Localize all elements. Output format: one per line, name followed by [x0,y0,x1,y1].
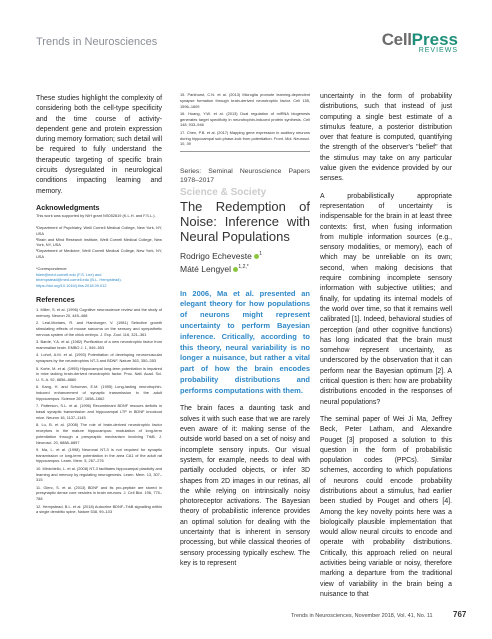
reference-item: 10. Minichiello, L. et al. (2008) NT-3 facilitates hippocampal plasticity and learning and memory by regulating neurogenesis. Learn. Mem. 13, 307–315 [36,465,162,483]
reference-item: 1. Miller, S. et al. (1996) Cognitive neuroscience review and the study of memory. Neuron 20, 445–468 [36,307,162,319]
author-list [180,249,310,275]
section-label: Science & Society [180,187,267,199]
author-affiliation-mark: 1,2,* [238,263,249,270]
series-label: Series: Seminal Neuroscience Papers 1978–2017 [180,168,310,184]
body-text [320,92,452,600]
reference-item: 3. Barde, Y.A. et al. (1982) Purification of a new neurotrophic factor from mammalian brain. EMBO J. 1, 549–553 [36,339,162,351]
references-heading: References [36,295,75,305]
article-title: The Redemption of Noise: Inference with Neural Populations [180,199,310,245]
affiliation-1: ¹Department of Psychiatry, Weill Cornell Medical College, New York, NY, USA [36,225,162,236]
publisher-logo[interactable] [382,30,458,54]
right-column [320,92,452,607]
reference-item: 16. Huang, Y.W. et al. (2013) Dual regulation of miRNA biogenesis generates target specificity in neurotrophin-induced protein synthesis. Cell 148, 933–946 [180,110,310,128]
paragraph: A probabilistically appropriate representation of uncertainty is indispensable for the brain in at least three contexts: first, when fusing information from multiple information sources (e.g., sensory modalities, or memory), each of which may be unreliable on its own; second, when making decisions that require combining incomplete sensory information with subjective utilities; and finally, for updating its internal models of the world over time, so that it remains well calibrated [1]. Indeed, behavioral studies of perception (and other cognitive functions) has long indicated that the brain must somehow represent uncertainty, as underscored by the observation that it can perform near the Bayesian optimum [2]. A critical question is then: how are probability distributions encoded in the responses of neural populations? [320,192,452,406]
reference-item: 8. Lu, B. et al. (2008) The role of brain-derived neurotrophic factor receptors in the mature hippocampus: modulation of long-term potentiation through a presynaptic mechanism involving TrkB. J. Neurosci. 20, 6888–6897 [36,422,162,445]
correspondence-email-1[interactable]: fslee@med.cornell.edu (F.S. Lee) and [36,271,102,277]
journal-name: Trends in Neurosciences [36,36,158,48]
author-name: Máté Lengyel [180,263,232,274]
correspondence-label: *Correspondence: [36,265,68,271]
doi-link[interactable]: https://doi.org/10.1016/j.tins.2018.09.012 [36,283,107,289]
correspondence-email-2[interactable]: bhempstead@med.cornell.edu (B.L. Hempstead). [36,277,122,283]
references-list [36,307,162,515]
footer-citation: Trends in Neurosciences, November 2018, Vol. 41, No. 11 [291,613,433,619]
acknowledgments-text: This work was supported by NIH grant NS052819 (K.L.H. and F.S.L.). [36,213,156,219]
references-continued [180,92,310,147]
paragraph: The brain faces a daunting task and solves it with such ease that we are rarely even aware of it: making sense of the outside world based on a set of noisy and incomplete sensory inputs. Our visual system, for example, needs to deal with partially occluded objects, or infer 3D shapes from 2D images in our retinas, all the while relying on intrinsically noisy photoreceptor activations. The Bayesian theory of probabilistic inference provides an optimal solution for dealing with the uncertainty that is inherent in sensory processing, but while classical theories of sensory processing typically eschew. The key is to represent [180,405,310,567]
reference-item: 11. Glerc, S. et al. (2013) BDNF and its pro-peptide are stored in presynaptic dense core vesicles in brain neurons. J. Cell Biol. 196, 775–788 [36,484,162,502]
author-affiliation-mark: 1 [259,250,262,257]
paragraph: uncertainty in the form of probability distributions, such that instead of just computing a single best estimate of a stimulus feature, a posterior distribution over that feature is computed, quantifying the strength of the observer's "belief" that the stimulus may take on any particular value given the evidence provided by our senses. [320,93,452,183]
author-name: Rodrigo Echeveste [180,250,252,261]
reference-item: 5. Korte, M. et al. (1995) Hippocampal long-term potentiation is impaired in mice lacking brain-derived neurotrophic factor. Proc. Natl. Acad. Sci. U. S. A. 92, 8856–8860 [36,365,162,383]
reference-item: 6. Kang, H. and Schuman, E.M. (1995) Long-lasting neurotrophin-induced enhancement of synaptic transmission in the adult hippocampus. Science 267, 1658–1662 [36,384,162,401]
reference-item: 17. Chen, P.B. et al. (2017) Mapping gene expression in auditory neurons during hippocampal sub-phase-lock from potentiation. Front. Mol. Neurosci. 10, 39 [180,129,310,147]
paragraph: The seminal paper of Wei Ji Ma, Jeffrey Beck, Peter Latham, and Alexandre Pouget [3] proposed a solution to this question in the form of probabilistic population codes (PPCs). Similar schemes, according to which populations of neurons could encode probability distributions about a stimulus, had earlier been studied by Pouget and others [4]. Among the key novelty points here was a biologically plausible implementation that would allow neural circuits to encode and operate with probability distributions. Critically, this approach relied on neural activities being variable or noisy, therefore marking a departure from the traditional view of variability in the brain being a nuisance to that [320,415,452,598]
reference-item: 12. Hempstead, B.L. et al. (2018) Autocrine BDNF–TrkB signalling within a single dendritic spine. Nature 538, 99–103 [36,503,162,515]
logo-reviews: REVIEWS [418,47,458,54]
middle-column [180,92,310,576]
affiliation-2: ²Brain and Mind Research Institute, Weill Cornell Medical College, New York, NY, USA [36,236,162,248]
intro-paragraph: These studies highlight the complexity of considering both the cell-type specificity and the time course of activity-dependent gene and protein expression during memory formation; such detail will be required to fully understand the therapeutic targeting of specific brain circuits dysregulated in neurological conditions impacting learning and memory. [36,95,162,195]
left-column [36,94,162,517]
reference-item: 9. Ma, L. et al. (1998) Neuronal NT-3 is not required for synaptic transmission or long-term potentiation in the area CA1 of the adult rat hippocampus. Learn. Mem. 5, 267–276 [36,446,162,464]
body-text [180,404,310,569]
reference-item: 4. Lohof, A.M. et al. (1993) Potentiation of developing neuromuscular synapses by the neurotrophins NT-3 and BDNF. Nature 363, 350–353 [36,352,162,364]
reference-item: 7. Patterson, S.L. et al. (1996) Recombinant BDNF rescues deficits in basal synaptic transmission and hippocampal LTP in BDNF knockout mice. Neuron 16, 1137–1145 [36,403,162,420]
page-number: 767 [453,610,467,619]
logo-cell: Cell [381,30,412,49]
reference-item: 2. Leal-Morlaes, R. and Hamburger, V. (1981) Selective growth stimulating effects of mouse sarcoma on the sensory and sympathetic nervous system of the chick embryo. J. Exp. Zool. 116, 321–361 [36,320,162,338]
abstract: In 2006, Ma et al. presented an elegant theory for how populations of neurons might represent uncertainty to perform Bayesian inference. Critically, according to this theory, neural variability is no longer a nuisance, but rather a vital part of how the brain encodes probability distributions and performs computations with them. [180,288,310,395]
acknowledgments-heading: Acknowledgments [36,202,100,212]
divider [180,151,310,152]
affiliation-3: ³Department of Medicine, Weill Cornell Medical College, New York, NY, USA [36,248,162,260]
reference-item: 15. Parkhurst, C.N. et al. (2013) Microglia promote learning-dependent synapse formation through brain-derived neurotrophic factor. Cell 155, 1596–1609 [180,92,310,109]
logo-press: Press [411,30,458,49]
